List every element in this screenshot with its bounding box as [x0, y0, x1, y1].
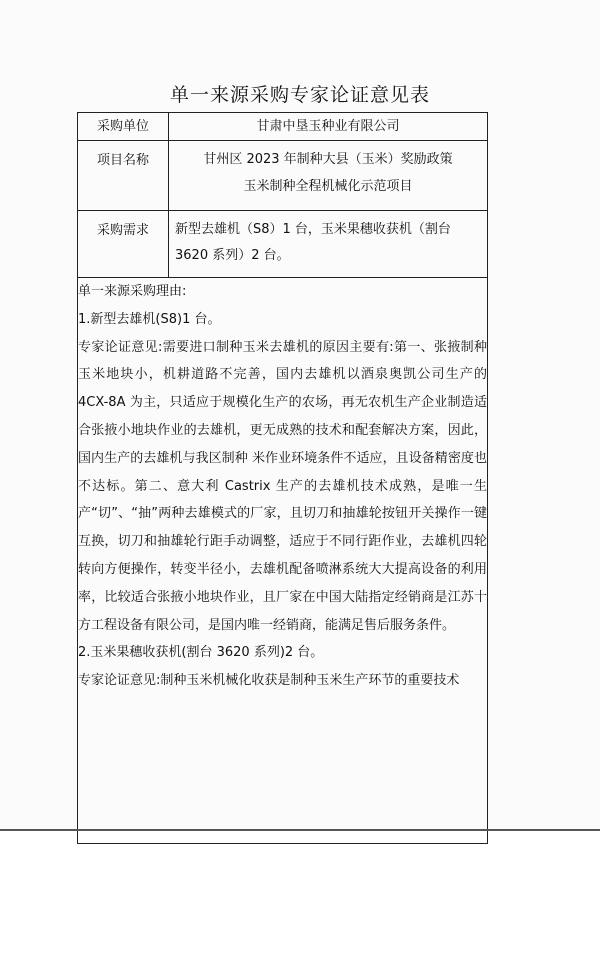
- project-name-line1: 甘州区 2023 年制种大县（玉米）奖励政策: [203, 152, 453, 167]
- reason-cell: [78, 278, 488, 844]
- purchase-unit-label: 采购单位: [78, 113, 169, 141]
- purchase-unit-value: 甘肃中垦玉种业有限公司: [169, 113, 488, 141]
- expert-opinion-table: [77, 112, 488, 844]
- reason-heading: 单一来源采购理由:: [78, 284, 187, 299]
- purchase-demand-label: 采购需求: [78, 211, 169, 278]
- table-row: [78, 113, 488, 141]
- project-name-label: 项目名称: [78, 141, 169, 211]
- page-bottom-edge: [0, 829, 600, 831]
- table-row: [78, 211, 488, 278]
- table-row: [78, 141, 488, 211]
- reason-item-1: 1.新型去雄机(S8)1 台。: [78, 311, 221, 327]
- page-title: 单一来源采购专家论证意见表: [169, 84, 430, 106]
- project-name-line2: 玉米制种全程机械化示范项目: [243, 179, 413, 194]
- project-name-value: [169, 141, 488, 211]
- expert-opinion-2: 专家论证意见:制种玉米机械化收获是制种玉米生产环节的重要技术: [78, 673, 460, 689]
- purchase-demand-value: 新型去雄机（S8）1 台，玉米果穗收获机（割台 3620 系列）2 台。: [169, 211, 488, 278]
- expert-opinion-1: 专家论证意见:需要进口制种玉米去雄机的原因主要有:第一、张掖制种玉米地块小，机耕道路不完善，国内去雄机以酒泉奥凯公司生产的 4CX-8A 为主，只适应于规模化生产的农场，再无农机生产企业制造适合张掖小地块作业的去雄机，更无成熟的技术和配套解决方案，因此，国内生产的去雄机与我区制种 米作业环境条件不适应，且设备精密度也不达标。第二、意大利 Castrix 生产的去雄机技术成熟，是唯一生产“切”、“抽”两种去雄模式的厂家，且切刀和抽雄轮按钮开关操作一键互换，切刀和抽雄轮行距手动调整，适应于不同行距作业，去雄机四轮转向方便操作，转变半径小，去雄机配备喷淋系统大大提高设备的利用率，比较适合张掖小地块作业，且厂家在中国大陆指定经销商是江苏十方工程设备有限公司，是国内唯一经销商，能满足售后服务条件。: [78, 339, 487, 633]
- table-row: [78, 278, 488, 844]
- reason-item-2: 2.玉米果穗收获机(割台 3620 系列)2 台。: [78, 645, 324, 661]
